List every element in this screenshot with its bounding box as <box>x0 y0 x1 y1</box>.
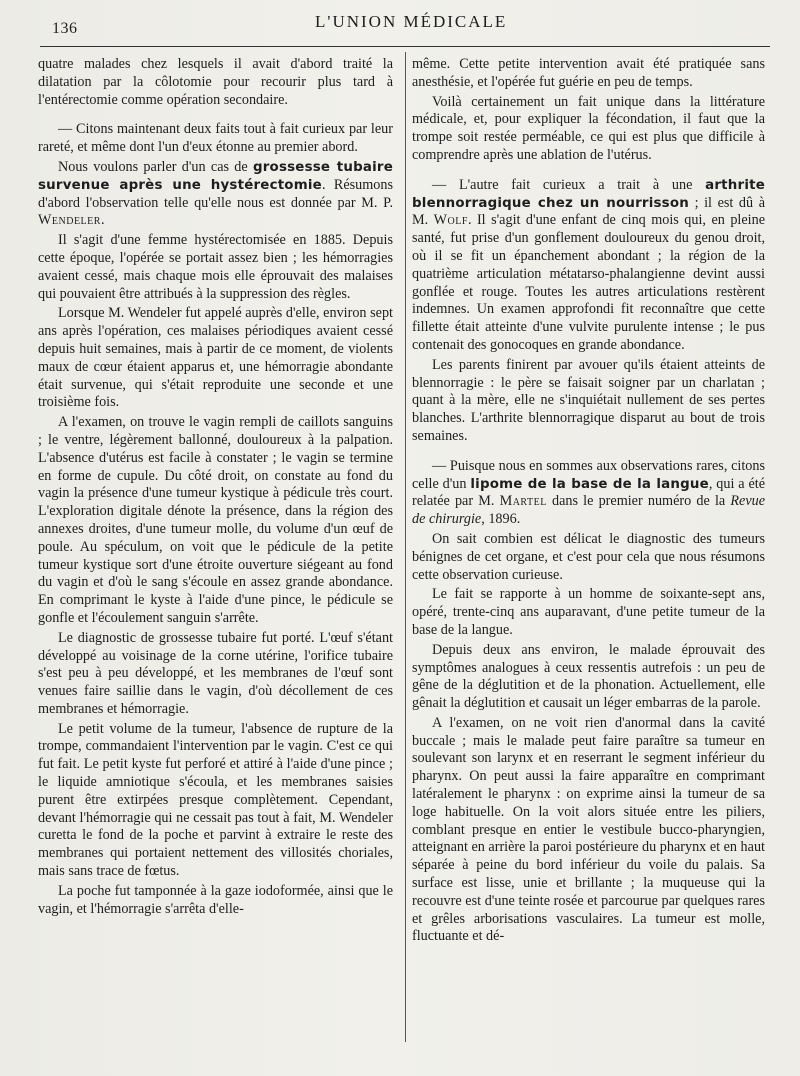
author-name: Martel <box>499 493 547 510</box>
right-column <box>412 56 765 948</box>
paragraph: Voilà certainement un fait unique dans la littérature médicale, et, pour expliquer la fécondation, il faut que la trompe soit restée perméable, ce qui est plus que difficile à comprendre après une ablation de l'utérus. <box>412 93 765 163</box>
paragraph-text: — L'autre fait curieux a trait à une <box>432 176 706 193</box>
paragraph: La poche fut tamponnée à la gaze iodoformée, ainsi que le vagin, et l'hémorragie s'arrêta d'elle- <box>38 882 393 917</box>
paragraph-text: . <box>100 212 105 229</box>
bold-heading: arthrite blennorragique chez un nourrisson <box>412 177 765 211</box>
paragraph-text: , 1896. <box>481 511 521 528</box>
paragraph-text: , qui a été relatée par M. <box>412 475 765 510</box>
paragraph: quatre malades chez lesquels il avait d'abord traité la dilatation par la côlotomie pour recourir plus tard à l'entérectomie comme opération secondaire. <box>38 56 393 108</box>
paragraph <box>412 177 765 355</box>
author-name: Wendeler <box>38 212 101 229</box>
bold-heading: grossesse tubaire survenue après une hystérectomie <box>38 159 394 193</box>
author-name: Wolf <box>433 212 468 229</box>
paragraph: — Citons maintenant deux faits tout à fait curieux par leur rareté, et même dont l'un d'eux étonne au premier abord. <box>38 121 393 156</box>
bold-heading: lipome de la base de la langue <box>470 476 709 492</box>
page-header <box>40 12 780 42</box>
paragraph: A l'examen, on ne voit rien d'anormal dans la cavité buccale ; mais le malade peut faire paraître sa tumeur en soulevant son larynx et en reserrant le segment inférieur du pharynx. On peut aussi la faire apparaître en comprimant latéralement le pharynx : on exprime ainsi la tumeur de sa loge habituelle. On la voit alors située entre les piliers, comblant presque en entier le vestibule bucco-pharyngien, atteignant en arrière la paroi postérieure du pharynx et en haut séparée à peine du bord inférieur du voile du palais. Sa surface est lisse, unie et brillante ; la muqueuse qui la recouvre est d'une teinte rosée et parcourue par quelques rares et grêles arborisations vasculaires. La tumeur est molle, fluctuante et dé- <box>412 714 765 945</box>
header-rule <box>40 46 770 47</box>
paragraph <box>412 458 765 529</box>
paragraph-text: . Il s'agit d'une enfant de cinq mois qui, en pleine santé, fut prise d'un gonflement douloureux du genou droit, où il se fit un épanchement abondant ; la région de la quatrième articulation métatarso-phalangienne devint aussi gonflée et rouge. Toutes les autres articulations restèrent indemnes. Un examen approfondi fit reconnaître que cette fillette était atteinte d'une vulvite purulente intense ; le pus contenait des gonocoques en grande abondance. <box>412 212 765 353</box>
paragraph-text: dans le premier numéro de la <box>546 493 731 510</box>
journal-reference: Revue de chirurgie <box>412 493 766 528</box>
paragraph-text: . Résumons d'abord l'observation telle qu'elle nous est donnée par M. P. <box>38 176 393 211</box>
column-divider <box>405 52 406 1042</box>
paragraph-text: Nous voulons parler d'un cas de <box>58 158 253 175</box>
paragraph: Le petit volume de la tumeur, l'absence de rupture de la trompe, commandaient l'intervention par le vagin. C'est ce qui fut fait. Le petit kyste fut perforé et attiré à l'aide d'une pince ; le liquide amniotique s'écoula, et les membranes saisies purent être extirpées presque complètement. Cependant, devant l'hémorragie qui ne cessait pas tout à fait, M. Wendeler curetta le fond de la poche et parvint à extraire le reste des membranes qui portaient nettement des villosités choriales, mais sans trace de fœtus. <box>38 720 393 880</box>
paragraph: Les parents finirent par avouer qu'ils étaient atteints de blennorragie : le père se faisait soigner par un charlatan ; quant à la mère, elle ne s'inquiétait nullement de ses pertes blanches. L'arthrite blennorragique disparut au bout de trois semaines. <box>412 356 765 444</box>
paragraph: Le fait se rapporte à un homme de soixante-sept ans, opéré, trente-cinq ans auparavant, d'une petite tumeur de la base de la langue. <box>412 586 765 638</box>
paragraph: Il s'agit d'une femme hystérectomisée en 1885. Depuis cette époque, l'opérée se portait assez bien ; les hémorragies avaient cessé, mais chaque mois elle éprouvait des malaises qui pouvaient être attribués à la suppression des règles. <box>38 232 393 302</box>
paragraph-text: — Puisque nous en sommes aux observations rares, citons celle d'un <box>412 457 765 492</box>
paragraph: Depuis deux ans environ, le malade éprouvait des symptômes analogues à ceux ressentis autrefois : un peu de gêne de la déglutition et de la phonation. Actuellement, elle gênait la déglutition et causait un léger embarras de la parole. <box>412 641 765 712</box>
paragraph: Lorsque M. Wendeler fut appelé auprès d'elle, environ sept ans après l'opération, ces malaises périodiques avaient cessé depuis huit semaines, mais à partir de ce moment, de violents maux de cœur étaient apparus et, une hémorragie abondante était survenue, qui s'était reproduite une seconde et une troisième fois. <box>38 305 393 411</box>
journal-title: L'UNION MÉDICALE <box>315 12 508 31</box>
paragraph <box>38 159 393 230</box>
left-column <box>38 56 393 920</box>
paragraph: On sait combien est délicat le diagnostic des tumeurs bénignes de cet organe, et c'est pour cela que nous résumons cette observation curieuse. <box>412 530 765 583</box>
paragraph: A l'examen, on trouve le vagin rempli de caillots sanguins ; le ventre, légèrement ballonné, douloureux à la palpation. L'absence d'utérus est facile à constater ; le vagin se termine en forme de cupule. Du côté droit, on constate au fond du vagin la présence d'une tumeur kystique à pédicule très court. L'exploration digitale dénote la présence, dans la région des annexes droites, d'une tumeur molle, du volume d'un œuf de poule. Au spéculum, on voit que le pédicule de la petite tumeur kystique sort d'une étroite ouverture siégeant au fond du vagin et d'où le sang s'écoule en assez grande abondance. En comprimant le kyste à l'aide d'une pince, le pédicule se gonfle et l'écoulement sanguin s'arrête. <box>38 414 393 626</box>
paragraph: Le diagnostic de grossesse tubaire fut porté. L'œuf s'étant développé au voisinage de la corne utérine, l'orifice tubaire s'est peu à peu développé, et les membranes de l'œuf sont venues faire saillie dans le vagin, d'où décollement de ces membranes et hémorragie. <box>38 629 393 717</box>
page-number: 136 <box>52 20 78 37</box>
paragraph: même. Cette petite intervention avait été pratiquée sans anesthésie, et l'opérée fut guérie en peu de temps. <box>412 56 765 90</box>
paragraph-text: ; il est dû à M. <box>412 194 765 229</box>
